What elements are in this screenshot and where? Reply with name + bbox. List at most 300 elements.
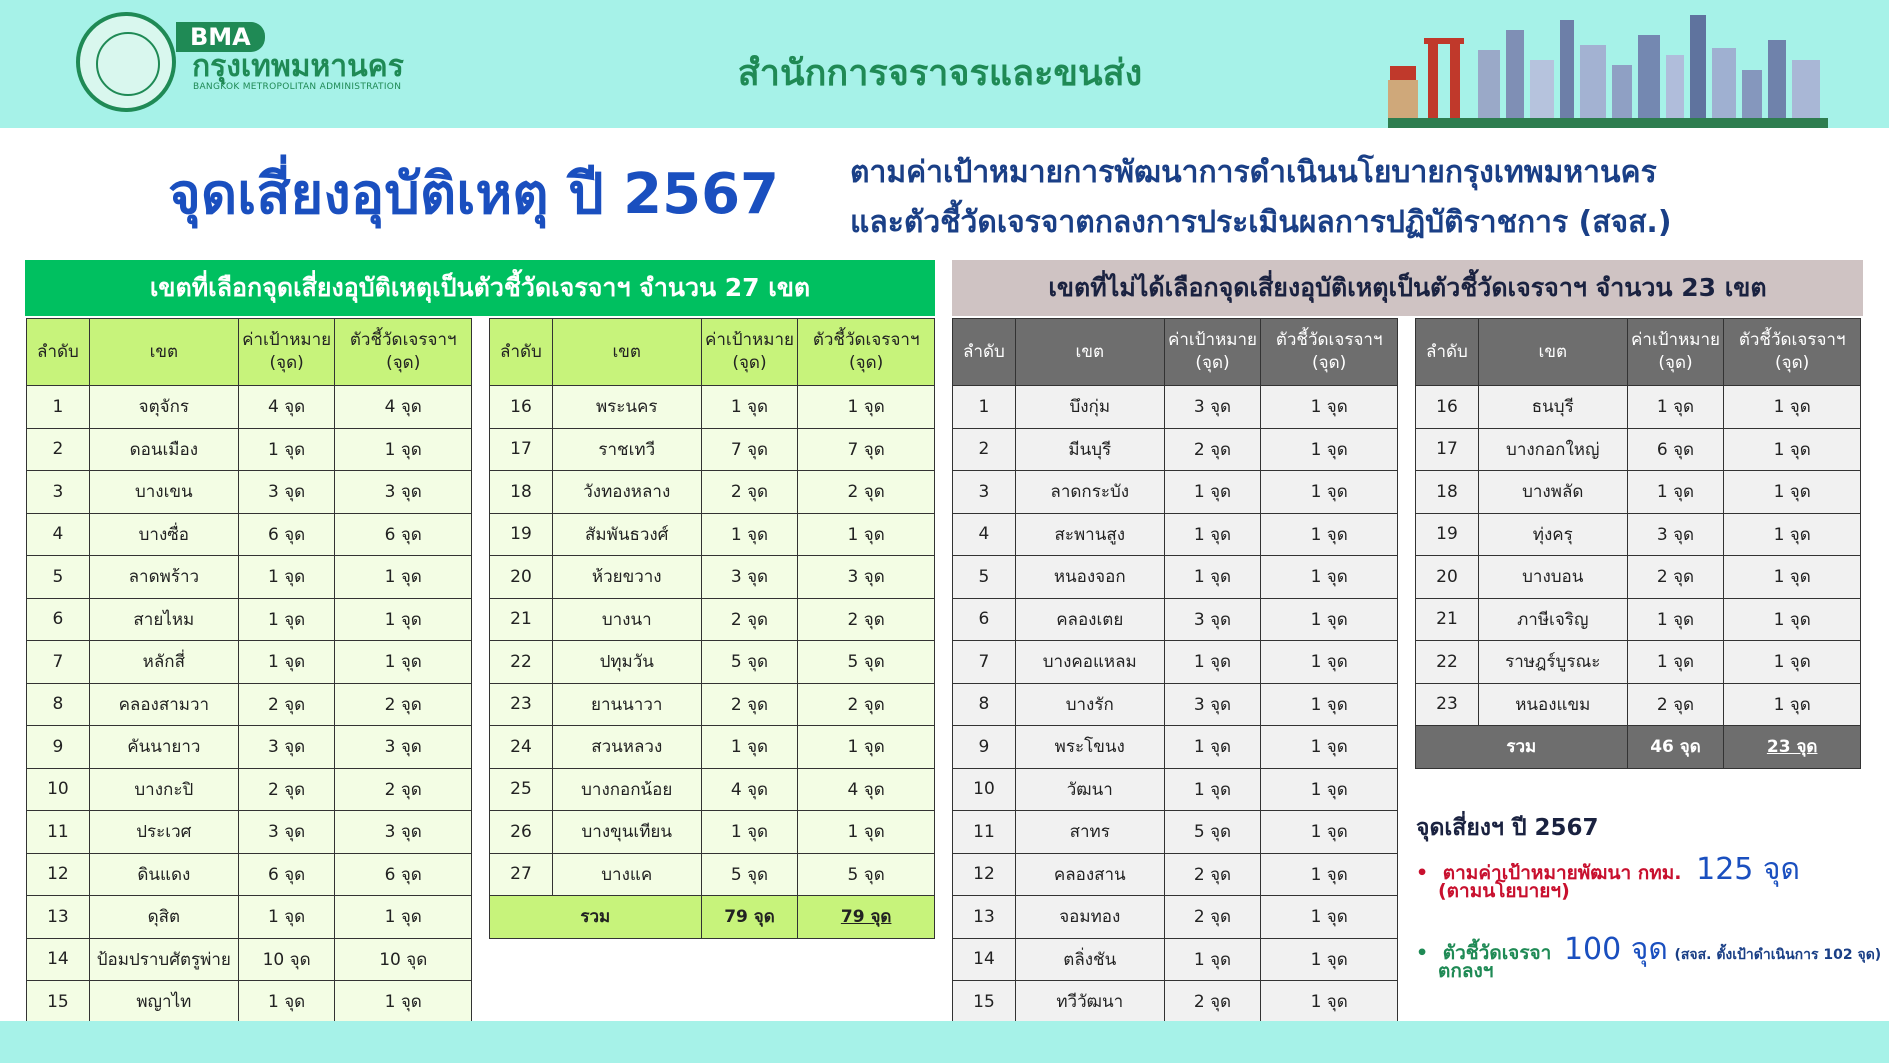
cell-district: พญาไท — [89, 981, 238, 1024]
cell-seq: 11 — [27, 811, 90, 854]
summary-item-2-small: (สจส. ตั้งเป้าดำเนินการ 102 จุด) — [1674, 947, 1882, 963]
cell-kpi: 6 จุด — [335, 853, 472, 896]
table-row — [953, 386, 1398, 429]
cell-kpi: 2 จุด — [335, 683, 472, 726]
col-kpi: ตัวชี้วัดเจรจาฯ (จุด) — [1261, 319, 1398, 386]
cell-target: 3 จุด — [1164, 386, 1261, 429]
logo-bma-text: BMA — [176, 22, 265, 52]
cell-seq: 8 — [27, 683, 90, 726]
cell-kpi: 3 จุด — [335, 811, 472, 854]
cell-kpi: 1 จุด — [1261, 641, 1398, 684]
cell-target: 1 จุด — [701, 811, 798, 854]
cell-target: 2 จุด — [1164, 896, 1261, 939]
cell-seq: 23 — [490, 683, 553, 726]
cell-kpi: 5 จุด — [798, 853, 935, 896]
cell-target: 4 จุด — [238, 386, 335, 429]
cell-kpi: 1 จุด — [1261, 726, 1398, 769]
table-row — [27, 726, 472, 769]
unselected-districts-heading: เขตที่ไม่ได้เลือกจุดเสี่ยงอุบัติเหตุเป็นตัวชี้วัดเจรจาฯ จำนวน 23 เขต — [952, 260, 1863, 316]
cell-kpi: 1 จุด — [1724, 556, 1861, 599]
subtitle — [850, 148, 1672, 248]
cell-target: 1 จุด — [238, 428, 335, 471]
summary-item-2-text: ตัวชี้วัดเจรจา — [1442, 942, 1552, 964]
table-row — [953, 768, 1398, 811]
cell-target: 2 จุด — [701, 683, 798, 726]
cell-district: บางเขน — [89, 471, 238, 514]
cell-seq: 6 — [27, 598, 90, 641]
total-label: รวม — [1416, 726, 1628, 769]
table-row — [1416, 641, 1861, 684]
cell-seq: 19 — [490, 513, 553, 556]
cell-district: บางนา — [552, 598, 701, 641]
table-row — [1416, 556, 1861, 599]
table-row — [953, 981, 1398, 1024]
bullet-icon: • — [1416, 862, 1429, 884]
logo-thai-name: กรุงเทพมหานคร — [192, 49, 404, 84]
cell-seq: 27 — [490, 853, 553, 896]
cell-target: 1 จุด — [1164, 938, 1261, 981]
cell-seq: 10 — [953, 768, 1016, 811]
cell-seq: 9 — [953, 726, 1016, 769]
table-row — [953, 726, 1398, 769]
table-row — [490, 428, 935, 471]
cell-district: ดอนเมือง — [89, 428, 238, 471]
cell-seq: 3 — [953, 471, 1016, 514]
table-header-row — [27, 319, 472, 386]
cell-target: 1 จุด — [1627, 471, 1724, 514]
cell-kpi: 2 จุด — [335, 768, 472, 811]
cell-target: 1 จุด — [238, 556, 335, 599]
cell-seq: 21 — [1416, 598, 1479, 641]
cell-kpi: 1 จุด — [1724, 598, 1861, 641]
col-target: ค่าเป้าหมาย (จุด) — [1164, 319, 1261, 386]
cell-seq: 5 — [953, 556, 1016, 599]
cell-target: 1 จุด — [1627, 641, 1724, 684]
col-district: เขต — [89, 319, 238, 386]
table-row — [490, 811, 935, 854]
table-row — [953, 556, 1398, 599]
cell-target: 2 จุด — [1627, 556, 1724, 599]
table-row — [27, 768, 472, 811]
cell-kpi: 1 จุด — [798, 386, 935, 429]
cell-district: บางพลัด — [1478, 471, 1627, 514]
cell-seq: 2 — [27, 428, 90, 471]
col-district: เขต — [1478, 319, 1627, 386]
cell-district: ภาษีเจริญ — [1478, 598, 1627, 641]
table-row — [953, 853, 1398, 896]
cell-district: สัมพันธวงศ์ — [552, 513, 701, 556]
table-row — [27, 896, 472, 939]
table-row — [490, 641, 935, 684]
cell-seq: 15 — [953, 981, 1016, 1024]
cell-district: ดุสิต — [89, 896, 238, 939]
cell-seq: 14 — [953, 938, 1016, 981]
cell-district: บางคอแหลม — [1015, 641, 1164, 684]
table-row — [27, 598, 472, 641]
cell-target: 3 จุด — [1164, 598, 1261, 641]
cell-seq: 24 — [490, 726, 553, 769]
table-row — [953, 896, 1398, 939]
cell-target: 3 จุด — [1627, 513, 1724, 556]
table-row — [27, 386, 472, 429]
cell-target: 1 จุด — [238, 981, 335, 1024]
table-header-row — [490, 319, 935, 386]
cell-target: 1 จุด — [1164, 641, 1261, 684]
total-kpi: 79 จุด — [798, 896, 935, 939]
cell-kpi: 1 จุด — [798, 726, 935, 769]
cell-seq: 22 — [490, 641, 553, 684]
cell-kpi: 1 จุด — [335, 556, 472, 599]
table-row — [490, 726, 935, 769]
cell-kpi: 3 จุด — [335, 726, 472, 769]
table-row — [27, 938, 472, 981]
cell-seq: 20 — [490, 556, 553, 599]
cell-district: ธนบุรี — [1478, 386, 1627, 429]
cell-target: 1 จุด — [701, 513, 798, 556]
cell-seq: 21 — [490, 598, 553, 641]
cell-target: 1 จุด — [1627, 598, 1724, 641]
col-kpi: ตัวชี้วัดเจรจาฯ (จุด) — [798, 319, 935, 386]
cell-kpi: 1 จุด — [1261, 853, 1398, 896]
cell-kpi: 1 จุด — [798, 513, 935, 556]
cell-district: ตลิ่งชัน — [1015, 938, 1164, 981]
unselected-table-2 — [1415, 318, 1861, 769]
cell-seq: 18 — [1416, 471, 1479, 514]
cell-target: 2 จุด — [701, 598, 798, 641]
cell-seq: 2 — [953, 428, 1016, 471]
cell-target: 6 จุด — [238, 853, 335, 896]
cell-district: วังทองหลาง — [552, 471, 701, 514]
cell-target: 1 จุด — [238, 641, 335, 684]
table-row — [953, 938, 1398, 981]
cell-seq: 13 — [27, 896, 90, 939]
col-target: ค่าเป้าหมาย (จุด) — [238, 319, 335, 386]
cell-target: 4 จุด — [701, 768, 798, 811]
cell-target: 1 จุด — [1627, 386, 1724, 429]
table-row — [1416, 471, 1861, 514]
cell-district: บางขุนเทียน — [552, 811, 701, 854]
cell-district: พระนคร — [552, 386, 701, 429]
cell-target: 3 จุด — [238, 811, 335, 854]
col-district: เขต — [1015, 319, 1164, 386]
table-row — [27, 811, 472, 854]
cell-seq: 3 — [27, 471, 90, 514]
cell-target: 1 จุด — [701, 726, 798, 769]
cell-seq: 16 — [490, 386, 553, 429]
cell-kpi: 4 จุด — [798, 768, 935, 811]
table-row — [953, 471, 1398, 514]
table-row — [490, 471, 935, 514]
cell-seq: 6 — [953, 598, 1016, 641]
cell-district: สายไหม — [89, 598, 238, 641]
cell-seq: 16 — [1416, 386, 1479, 429]
table-row — [490, 683, 935, 726]
cell-kpi: 1 จุด — [1724, 683, 1861, 726]
cell-district: บางกอกใหญ่ — [1478, 428, 1627, 471]
cell-kpi: 1 จุด — [1261, 386, 1398, 429]
col-seq: ลำดับ — [27, 319, 90, 386]
cell-kpi: 1 จุด — [798, 811, 935, 854]
table-row — [953, 683, 1398, 726]
table-row — [1416, 386, 1861, 429]
cell-district: ราษฎร์บูรณะ — [1478, 641, 1627, 684]
cell-seq: 1 — [27, 386, 90, 429]
summary-item-1-text: ตามค่าเป้าหมายพัฒนา กทม. — [1442, 862, 1682, 884]
cell-kpi: 1 จุด — [1261, 428, 1398, 471]
cell-district: คลองสาน — [1015, 853, 1164, 896]
cell-district: คันนายาว — [89, 726, 238, 769]
cell-district: ห้วยขวาง — [552, 556, 701, 599]
cell-kpi: 2 จุด — [798, 598, 935, 641]
subtitle-line-2: และตัวชี้วัดเจรจาตกลงการประเมินผลการปฏิบัติราชการ (สจส.) — [850, 205, 1672, 240]
cell-kpi: 6 จุด — [335, 513, 472, 556]
cell-district: คลองสามวา — [89, 683, 238, 726]
cell-district: ประเวศ — [89, 811, 238, 854]
table-row — [27, 853, 472, 896]
cell-seq: 14 — [27, 938, 90, 981]
unselected-table-1 — [952, 318, 1398, 1024]
cell-seq: 23 — [1416, 683, 1479, 726]
selected-table-2 — [489, 318, 935, 939]
table-row — [490, 513, 935, 556]
cell-seq: 12 — [27, 853, 90, 896]
summary-title: จุดเสี่ยงฯ ปี 2567 — [1416, 815, 1599, 841]
cell-seq: 17 — [1416, 428, 1479, 471]
logo-english-name: BANGKOK METROPOLITAN ADMINISTRATION — [193, 82, 402, 92]
cell-kpi: 1 จุด — [1261, 598, 1398, 641]
cell-district: คลองเตย — [1015, 598, 1164, 641]
cell-seq: 11 — [953, 811, 1016, 854]
cell-district: ลาดพร้าว — [89, 556, 238, 599]
table-row — [27, 683, 472, 726]
total-row — [1416, 726, 1861, 769]
department-title: สำนักการจราจรและขนส่ง — [737, 53, 1143, 94]
cell-target: 3 จุด — [238, 471, 335, 514]
cell-kpi: 1 จุด — [1724, 513, 1861, 556]
bullet-icon: • — [1416, 942, 1429, 964]
table-row — [953, 513, 1398, 556]
subtitle-line-1: ตามค่าเป้าหมายการพัฒนาการดำเนินนโยบายกรุงเทพมหานคร — [850, 155, 1657, 190]
cell-target: 5 จุด — [701, 853, 798, 896]
table-row — [490, 556, 935, 599]
cell-district: บางรัก — [1015, 683, 1164, 726]
table-row — [490, 768, 935, 811]
total-target: 46 จุด — [1627, 726, 1724, 769]
cell-kpi: 1 จุด — [1724, 641, 1861, 684]
cell-kpi: 1 จุด — [1261, 896, 1398, 939]
table-row — [490, 853, 935, 896]
cell-seq: 22 — [1416, 641, 1479, 684]
summary-item-1-note: (ตามนโยบายฯ) — [1438, 880, 1570, 902]
col-district: เขต — [552, 319, 701, 386]
summary-item-2-value: 100 จุด — [1563, 932, 1668, 967]
main-title: จุดเสี่ยงอุบัติเหตุ ปี 2567 — [168, 162, 780, 227]
cell-target: 1 จุด — [1164, 726, 1261, 769]
table-row — [953, 811, 1398, 854]
cell-kpi: 1 จุด — [335, 428, 472, 471]
cell-seq: 4 — [953, 513, 1016, 556]
cell-kpi: 1 จุด — [335, 896, 472, 939]
cell-seq: 8 — [953, 683, 1016, 726]
total-row — [490, 896, 935, 939]
cell-seq: 18 — [490, 471, 553, 514]
cell-district: ทวีวัฒนา — [1015, 981, 1164, 1024]
cell-seq: 20 — [1416, 556, 1479, 599]
cell-district: ปทุมวัน — [552, 641, 701, 684]
col-seq: ลำดับ — [490, 319, 553, 386]
cell-district: พระโขนง — [1015, 726, 1164, 769]
cell-target: 1 จุด — [1164, 513, 1261, 556]
cell-seq: 7 — [27, 641, 90, 684]
cell-kpi: 4 จุด — [335, 386, 472, 429]
cell-target: 1 จุด — [1164, 768, 1261, 811]
cell-seq: 5 — [27, 556, 90, 599]
cell-target: 2 จุด — [701, 471, 798, 514]
cell-target: 5 จุด — [1164, 811, 1261, 854]
cell-kpi: 7 จุด — [798, 428, 935, 471]
cell-kpi: 1 จุด — [1261, 981, 1398, 1024]
cell-district: ป้อมปราบศัตรูพ่าย — [89, 938, 238, 981]
cell-target: 3 จุด — [701, 556, 798, 599]
cell-district: บางกอกน้อย — [552, 768, 701, 811]
cell-target: 1 จุด — [1164, 471, 1261, 514]
cell-target: 3 จุด — [238, 726, 335, 769]
cell-district: ดินแดง — [89, 853, 238, 896]
selected-table-1 — [26, 318, 472, 1024]
cell-district: ทุ่งครุ — [1478, 513, 1627, 556]
cell-district: หลักสี่ — [89, 641, 238, 684]
cell-kpi: 1 จุด — [1261, 811, 1398, 854]
cell-district: บางแค — [552, 853, 701, 896]
table-row — [27, 981, 472, 1024]
table-header-row — [953, 319, 1398, 386]
cell-district: บึงกุ่ม — [1015, 386, 1164, 429]
cell-target: 2 จุด — [1164, 981, 1261, 1024]
cell-seq: 17 — [490, 428, 553, 471]
col-kpi: ตัวชี้วัดเจรจาฯ (จุด) — [335, 319, 472, 386]
cell-district: สะพานสูง — [1015, 513, 1164, 556]
table-row — [27, 556, 472, 599]
col-target: ค่าเป้าหมาย (จุด) — [701, 319, 798, 386]
cell-district: วัฒนา — [1015, 768, 1164, 811]
cell-target: 2 จุด — [238, 683, 335, 726]
cell-target: 1 จุด — [1164, 556, 1261, 599]
cell-kpi: 10 จุด — [335, 938, 472, 981]
cell-target: 10 จุด — [238, 938, 335, 981]
cell-district: สาทร — [1015, 811, 1164, 854]
table-row — [953, 641, 1398, 684]
summary-item-2-note: ตกลงฯ — [1438, 960, 1494, 982]
cell-target: 2 จุด — [1627, 683, 1724, 726]
cell-seq: 9 — [27, 726, 90, 769]
cell-kpi: 1 จุด — [1261, 513, 1398, 556]
table-row — [27, 641, 472, 684]
table-row — [953, 598, 1398, 641]
summary-item-1-value: 125 จุด — [1696, 852, 1800, 887]
cell-district: ยานนาวา — [552, 683, 701, 726]
cell-kpi: 1 จุด — [1261, 938, 1398, 981]
cell-district: ราชเทวี — [552, 428, 701, 471]
cell-target: 2 จุด — [1164, 428, 1261, 471]
cell-kpi: 1 จุด — [1724, 471, 1861, 514]
selected-districts-heading: เขตที่เลือกจุดเสี่ยงอุบัติเหตุเป็นตัวชี้วัดเจรจาฯ จำนวน 27 เขต — [25, 260, 935, 316]
col-seq: ลำดับ — [1416, 319, 1479, 386]
cell-seq: 1 — [953, 386, 1016, 429]
cell-kpi: 1 จุด — [1261, 768, 1398, 811]
cell-kpi: 1 จุด — [1261, 556, 1398, 599]
cell-kpi: 1 จุด — [1261, 471, 1398, 514]
cell-district: จตุจักร — [89, 386, 238, 429]
cell-target: 1 จุด — [701, 386, 798, 429]
cell-kpi: 1 จุด — [1261, 683, 1398, 726]
cell-kpi: 2 จุด — [798, 683, 935, 726]
cell-seq: 26 — [490, 811, 553, 854]
cell-seq: 15 — [27, 981, 90, 1024]
col-seq: ลำดับ — [953, 319, 1016, 386]
cell-district: บางกะปิ — [89, 768, 238, 811]
cell-target: 6 จุด — [1627, 428, 1724, 471]
table-row — [27, 471, 472, 514]
cell-kpi: 1 จุด — [335, 598, 472, 641]
cell-target: 2 จุด — [1164, 853, 1261, 896]
cell-district: สวนหลวง — [552, 726, 701, 769]
table-row — [1416, 683, 1861, 726]
cell-seq: 10 — [27, 768, 90, 811]
table-row — [1416, 513, 1861, 556]
col-kpi: ตัวชี้วัดเจรจาฯ (จุด) — [1724, 319, 1861, 386]
cell-kpi: 3 จุด — [335, 471, 472, 514]
cell-seq: 19 — [1416, 513, 1479, 556]
cell-target: 7 จุด — [701, 428, 798, 471]
cell-target: 5 จุด — [701, 641, 798, 684]
cell-district: ลาดกระบัง — [1015, 471, 1164, 514]
col-target: ค่าเป้าหมาย (จุด) — [1627, 319, 1724, 386]
table-row — [953, 428, 1398, 471]
table-row — [27, 513, 472, 556]
table-row — [490, 386, 935, 429]
table-row — [27, 428, 472, 471]
cell-seq: 13 — [953, 896, 1016, 939]
cell-target: 6 จุด — [238, 513, 335, 556]
table-row — [1416, 598, 1861, 641]
cell-kpi: 1 จุด — [1724, 386, 1861, 429]
cell-district: หนองจอก — [1015, 556, 1164, 599]
cell-seq: 7 — [953, 641, 1016, 684]
total-target: 79 จุด — [701, 896, 798, 939]
cell-kpi: 3 จุด — [798, 556, 935, 599]
total-label: รวม — [490, 896, 702, 939]
city-skyline-illustration — [1388, 10, 1828, 128]
bma-emblem-icon — [76, 12, 176, 112]
footer-band — [0, 1021, 1889, 1063]
table-header-row — [1416, 319, 1861, 386]
cell-district: จอมทอง — [1015, 896, 1164, 939]
cell-kpi: 5 จุด — [798, 641, 935, 684]
cell-seq: 25 — [490, 768, 553, 811]
cell-district: มีนบุรี — [1015, 428, 1164, 471]
cell-kpi: 1 จุด — [335, 981, 472, 1024]
cell-seq: 4 — [27, 513, 90, 556]
cell-district: บางซื่อ — [89, 513, 238, 556]
cell-kpi: 1 จุด — [335, 641, 472, 684]
cell-target: 1 จุด — [238, 896, 335, 939]
cell-seq: 12 — [953, 853, 1016, 896]
cell-district: หนองแขม — [1478, 683, 1627, 726]
total-kpi: 23 จุด — [1724, 726, 1861, 769]
cell-target: 2 จุด — [238, 768, 335, 811]
table-row — [1416, 428, 1861, 471]
cell-kpi: 2 จุด — [798, 471, 935, 514]
